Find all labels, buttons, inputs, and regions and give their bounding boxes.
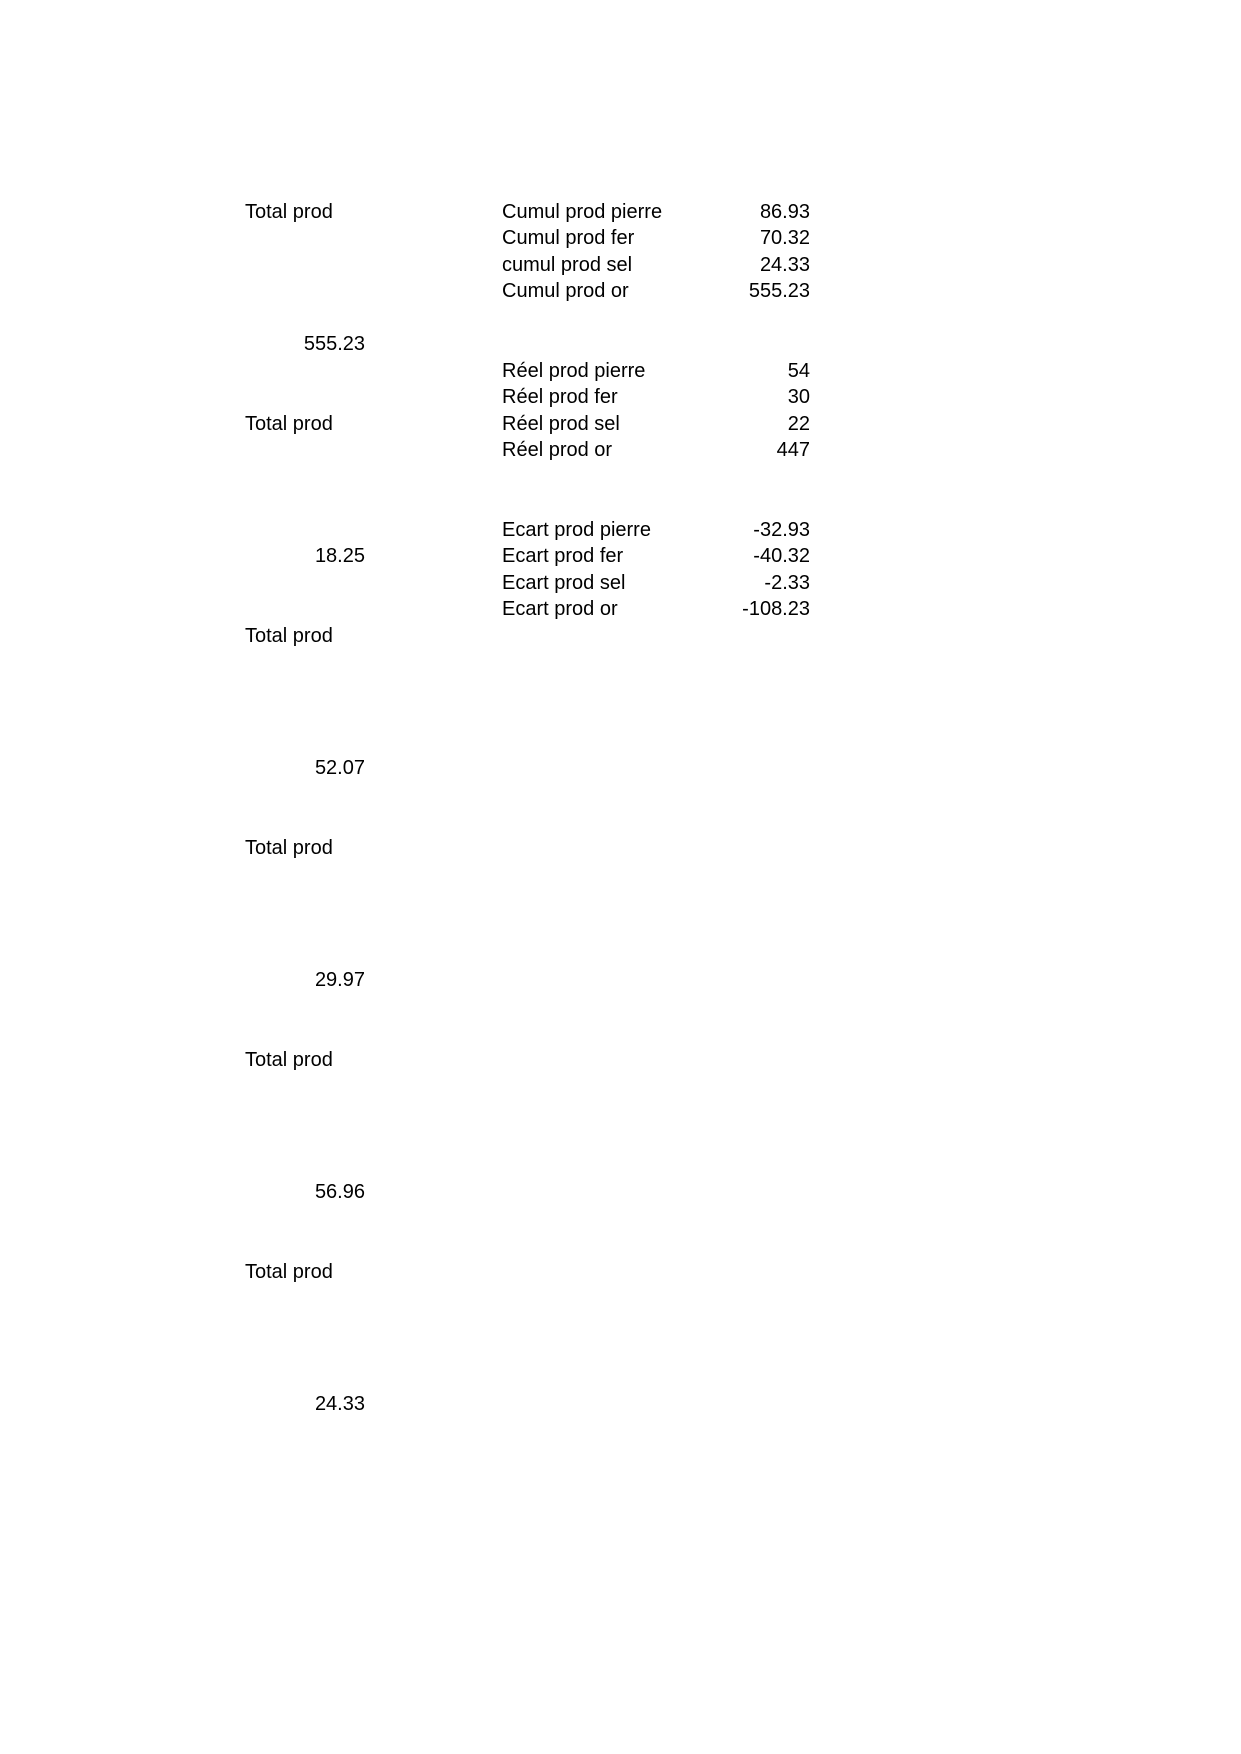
total-label: Total prod: [245, 1049, 333, 1071]
ecart-value: -108.23: [742, 598, 810, 620]
reel-value: 22: [787, 413, 810, 435]
reel-value: 447: [776, 439, 810, 461]
total-value: 52.07: [314, 757, 365, 779]
cumul-value: 86.93: [759, 201, 810, 223]
ecart-value: -2.33: [764, 572, 810, 594]
total-value: 18.25: [314, 545, 365, 567]
ecart-label: Ecart prod sel: [502, 572, 626, 594]
total-value: 56.96: [314, 1181, 365, 1203]
total-label: Total prod: [245, 413, 333, 435]
reel-label: Réel prod fer: [502, 386, 618, 408]
cumul-label: cumul prod sel: [502, 254, 633, 276]
total-label: Total prod: [245, 837, 333, 859]
ecart-label: Ecart prod fer: [502, 545, 624, 567]
total-value: 29.97: [314, 969, 365, 991]
total-label: Total prod: [245, 201, 333, 223]
reel-label: Réel prod sel: [502, 413, 620, 435]
ecart-label: Ecart prod pierre: [502, 519, 651, 541]
ecart-label: Ecart prod or: [502, 598, 618, 620]
cumul-value: 555.23: [748, 280, 810, 302]
reel-label: Réel prod or: [502, 439, 613, 461]
reel-value: 54: [787, 360, 810, 382]
reel-label: Réel prod pierre: [502, 360, 646, 382]
cumul-label: Cumul prod pierre: [502, 201, 663, 223]
reel-value: 30: [787, 386, 810, 408]
ecart-value: -32.93: [753, 519, 810, 541]
total-value: 24.33: [314, 1393, 365, 1415]
total-label: Total prod: [245, 1261, 333, 1283]
total-value: 555.23: [303, 333, 365, 355]
cumul-label: Cumul prod or: [502, 280, 629, 302]
cumul-label: Cumul prod fer: [502, 227, 635, 249]
ecart-value: -40.32: [753, 545, 810, 567]
total-label: Total prod: [245, 625, 333, 647]
cumul-value: 24.33: [759, 254, 810, 276]
cumul-value: 70.32: [759, 227, 810, 249]
